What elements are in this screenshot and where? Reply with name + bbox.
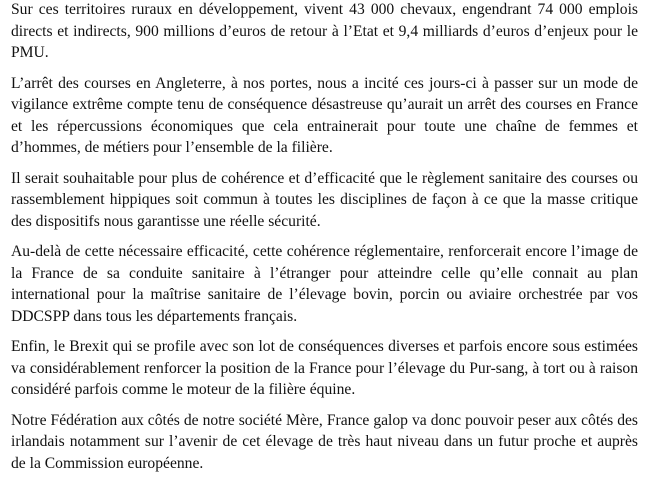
paragraph-brexit: Enfin, le Brexit qui se profile avec son lot de conséquences diverses et parfois encore sous estimées va considérablement renforcer la position de la France pour l’élevage du Pur-sang, à tort ou à raison considéré parfois comme le moteur de la filière équine. (11, 338, 638, 398)
paragraph-france-image: Au-delà de cette nécessaire efficacité, cette cohérence réglementaire, renforcerait encore l’image de la France de sa conduite sanitaire à l’étranger pour atteindre celle qu’elle connait au plan international pour la maîtrise sanitaire de l’élevage bovin, porcin ou aviaire orchestrée par vos DDCSPP dans tous les départements français. (11, 243, 638, 325)
paragraph-rural-territories: Sur ces territoires ruraux en développement, vivent 43 000 chevaux, engendrant 74 000 emplois directs et indirects, 900 millions d’euros de retour à l’Etat et 9,4 milliards d’euros d’enjeux pour le PMU. (11, 1, 638, 61)
paragraph-federation: Notre Fédération aux côtés de notre société Mère, France galop va donc pouvoir peser aux côtés des irlandais notamment sur l’avenir de cet élevage de très haut niveau dans un futur proche et auprès de la Commission européenne. (11, 411, 638, 472)
paragraph-england-races-halt: L’arrêt des courses en Angleterre, à nos portes, nous a incité ces jours-ci à passer sur un mode de vigilance extrême compte tenu de conséquence désastreuse qu’aurait un arrêt des courses en France et les répercussions économiques que cela entrainerait pour toute une chaîne de femmes et d’hommes, de métiers pour l’ensemble de la filière. (11, 74, 638, 156)
document-body (11, 0, 638, 483)
paragraph-sanitary-regulation: Il serait souhaitable pour plus de cohérence et d’efficacité que le règlement sanitaire des courses ou rassemblement hippiques soit commun à toutes les disciplines de façon à ce que la masse critique des dispositifs nous garantisse une réelle sécurité. (11, 169, 638, 230)
